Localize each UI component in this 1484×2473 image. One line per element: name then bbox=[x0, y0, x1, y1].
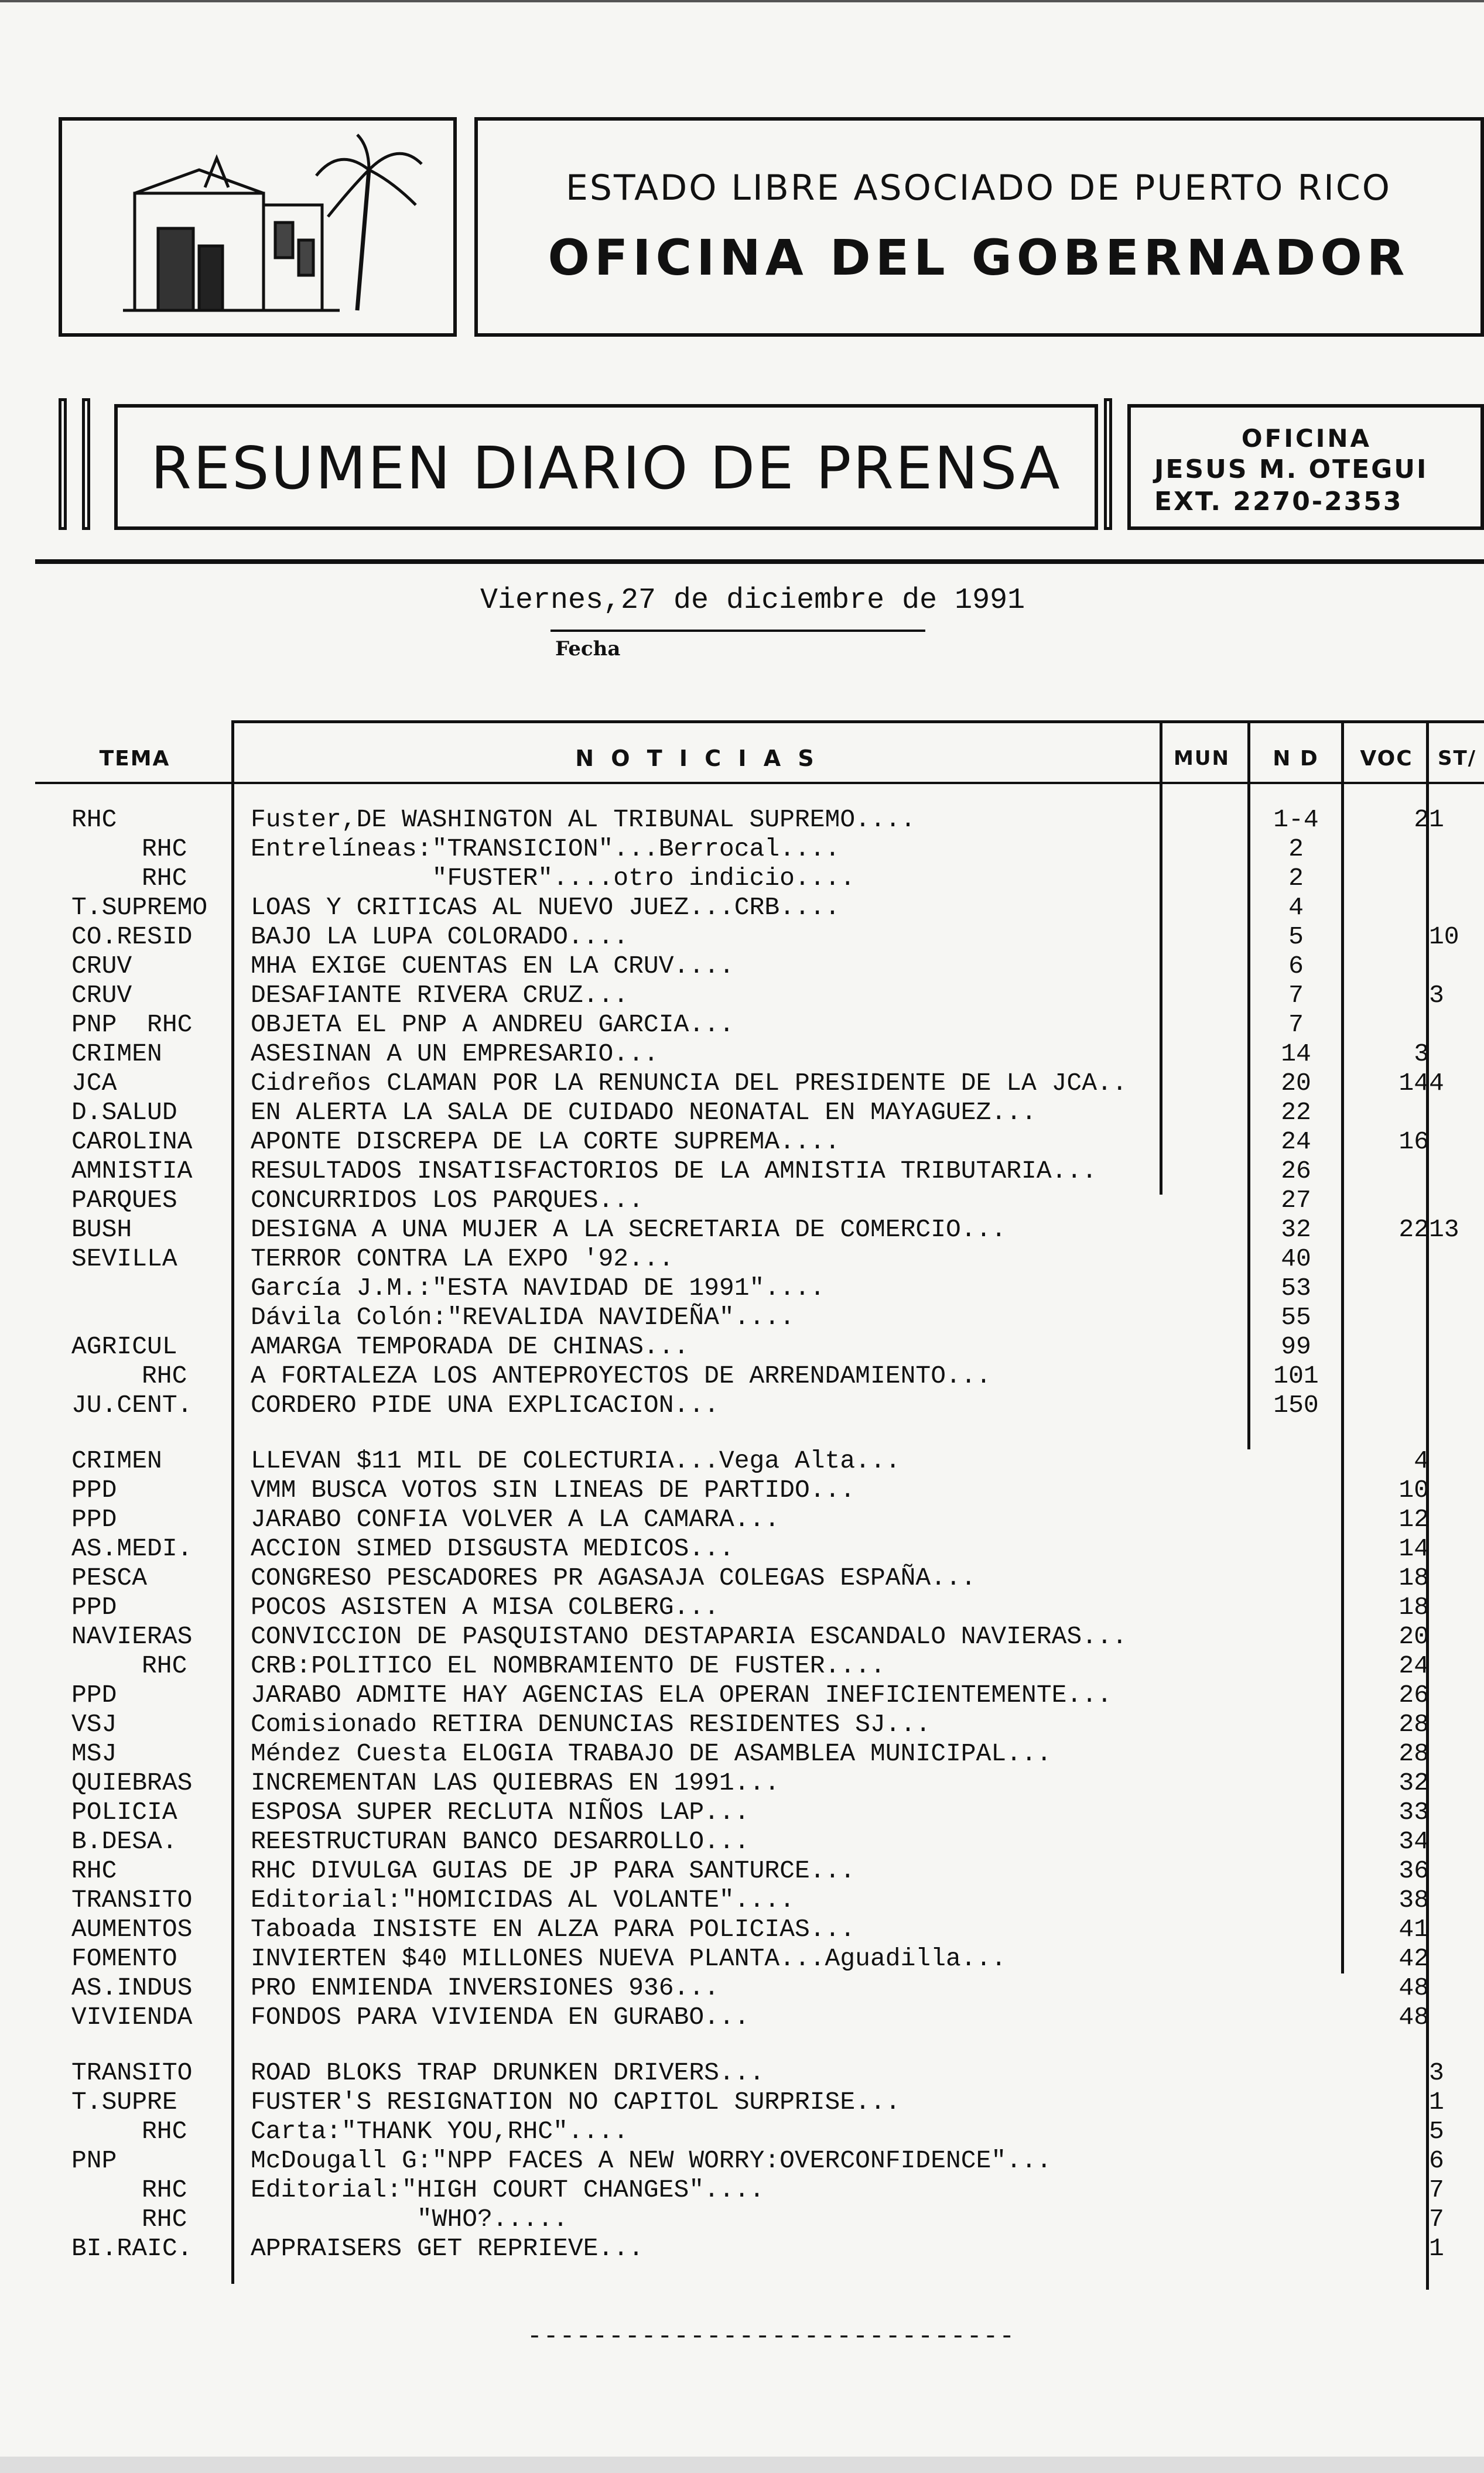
row-tema: RHC bbox=[142, 834, 187, 863]
row-headline: LOAS Y CRITICAS AL NUEVO JUEZ...CRB.... bbox=[251, 893, 840, 922]
col-tema: TEMA bbox=[99, 746, 170, 771]
row-headline: CONCURRIDOS LOS PARQUES... bbox=[251, 1186, 644, 1215]
logo-box bbox=[59, 117, 457, 337]
oficina-title: OFICINA DEL GOBERNADOR bbox=[548, 229, 1410, 286]
row-headline: ACCION SIMED DISGUSTA MEDICOS... bbox=[251, 1534, 734, 1563]
table-row bbox=[0, 1915, 1484, 1944]
row-voc-page: 28 bbox=[1398, 1710, 1429, 1739]
row-headline: MHA EXIGE CUENTAS EN LA CRUV.... bbox=[251, 952, 734, 980]
table-row bbox=[0, 2003, 1484, 2032]
row-st-page: 7 bbox=[1429, 2205, 1444, 2233]
table-row bbox=[0, 1798, 1484, 1827]
palace-logo bbox=[64, 123, 451, 331]
row-tema: QUIEBRAS bbox=[71, 1769, 193, 1797]
row-tema: PPD bbox=[71, 1476, 117, 1504]
row-st-page: 10 bbox=[1429, 922, 1459, 951]
table-row bbox=[0, 864, 1484, 893]
row-st-page: 1 bbox=[1429, 2234, 1444, 2263]
date-underline bbox=[550, 630, 925, 632]
date-text: Viernes,27 de diciembre de 1991 bbox=[480, 584, 1025, 617]
row-headline: ROAD BLOKS TRAP DRUNKEN DRIVERS... bbox=[251, 2058, 765, 2087]
contact-line1: OFICINA bbox=[1241, 424, 1372, 453]
row-headline: CRB:POLITICO EL NOMBRAMIENTO DE FUSTER.... bbox=[251, 1651, 885, 1680]
row-voc-page: 48 bbox=[1398, 1973, 1429, 2002]
row-nd-page: 14 bbox=[1281, 1039, 1311, 1068]
col-voc: VOC bbox=[1360, 746, 1413, 771]
table-row bbox=[0, 1303, 1484, 1332]
table-row bbox=[0, 1274, 1484, 1303]
row-headline: PRO ENMIENDA INVERSIONES 936... bbox=[251, 1973, 719, 2002]
row-nd-page: 6 bbox=[1288, 952, 1304, 980]
row-tema: RHC bbox=[142, 2176, 187, 2204]
row-headline: APPRAISERS GET REPRIEVE... bbox=[251, 2234, 644, 2263]
row-nd-page: 22 bbox=[1281, 1098, 1311, 1127]
row-headline: Cidreños CLAMAN POR LA RENUNCIA DEL PRESIDENTE DE LA JCA.. bbox=[251, 1069, 1127, 1097]
row-voc-page: 4 bbox=[1414, 1446, 1429, 1475]
footer-dashes: ------------------------------ bbox=[527, 2322, 1016, 2351]
row-headline: RHC DIVULGA GUIAS DE JP PARA SANTURCE... bbox=[251, 1856, 856, 1885]
row-voc-page: 32 bbox=[1398, 1769, 1429, 1797]
header-divider bbox=[35, 559, 1484, 564]
row-headline: POCOS ASISTEN A MISA COLBERG... bbox=[251, 1593, 719, 1622]
row-nd-page: 32 bbox=[1281, 1215, 1311, 1244]
row-nd-page: 40 bbox=[1281, 1244, 1311, 1273]
left-bar-2 bbox=[82, 398, 90, 530]
row-nd-page: 150 bbox=[1273, 1391, 1319, 1420]
row-tema: VIVIENDA bbox=[71, 2003, 193, 2031]
row-tema: FOMENTO bbox=[71, 1944, 177, 1973]
row-nd-page: 20 bbox=[1281, 1069, 1311, 1097]
row-st-page: 5 bbox=[1429, 2117, 1444, 2146]
row-voc-page: 14 bbox=[1398, 1534, 1429, 1563]
table-row bbox=[0, 1973, 1484, 2003]
row-headline: RESULTADOS INSATISFACTORIOS DE LA AMNISTIA TRIBUTARIA... bbox=[251, 1157, 1097, 1185]
table-row bbox=[0, 2234, 1484, 2263]
contact-line3: EXT. 2270-2353 bbox=[1154, 487, 1403, 517]
row-tema: VSJ bbox=[71, 1710, 117, 1739]
row-headline: VMM BUSCA VOTOS SIN LINEAS DE PARTIDO... bbox=[251, 1476, 856, 1504]
resumen-title: RESUMEN DIARIO DE PRENSA bbox=[151, 434, 1062, 502]
row-nd-page: 55 bbox=[1281, 1303, 1311, 1332]
row-st-page: 13 bbox=[1429, 1215, 1459, 1244]
row-headline: AMARGA TEMPORADA DE CHINAS... bbox=[251, 1332, 689, 1361]
row-tema: CRIMEN bbox=[71, 1446, 162, 1475]
table-row bbox=[0, 981, 1484, 1010]
row-headline: Dávila Colón:"REVALIDA NAVIDEÑA".... bbox=[251, 1303, 795, 1332]
bottom-edge bbox=[0, 2457, 1484, 2473]
table-row bbox=[0, 1069, 1484, 1098]
table-row bbox=[0, 1332, 1484, 1362]
row-headline: CORDERO PIDE UNA EXPLICACION... bbox=[251, 1391, 719, 1420]
row-headline: LLEVAN $11 MIL DE COLECTURIA...Vega Alta... bbox=[251, 1446, 901, 1475]
row-nd-page: 24 bbox=[1281, 1127, 1311, 1156]
row-nd-page: 7 bbox=[1288, 1010, 1304, 1039]
row-headline: INVIERTEN $40 MILLONES NUEVA PLANTA...Aguadilla... bbox=[251, 1944, 1007, 1973]
row-headline: "FUSTER"....otro indicio.... bbox=[251, 864, 856, 892]
row-tema: POLICIA bbox=[71, 1798, 177, 1826]
row-voc-page: 2 bbox=[1414, 805, 1429, 834]
table-row bbox=[0, 1593, 1484, 1622]
row-tema: MSJ bbox=[71, 1739, 117, 1768]
row-nd-page: 99 bbox=[1281, 1332, 1311, 1361]
table-row bbox=[0, 2058, 1484, 2088]
table-row bbox=[0, 922, 1484, 952]
table-row bbox=[0, 2205, 1484, 2234]
table-row bbox=[0, 1244, 1484, 1274]
row-tema: RHC bbox=[71, 805, 117, 834]
row-voc-page: 34 bbox=[1398, 1827, 1429, 1856]
table-row bbox=[0, 1215, 1484, 1244]
row-tema: BI.RAIC. bbox=[71, 2234, 193, 2263]
row-tema: AS.MEDI. bbox=[71, 1534, 193, 1563]
row-headline: CONVICCION DE PASQUISTANO DESTAPARIA ESCANDALO NAVIERAS... bbox=[251, 1622, 1127, 1651]
table-row bbox=[0, 1769, 1484, 1798]
table-row bbox=[0, 1622, 1484, 1651]
table-row bbox=[0, 1564, 1484, 1593]
table-row bbox=[0, 2088, 1484, 2117]
col-mun: MUN bbox=[1174, 747, 1230, 770]
row-tema: AGRICUL bbox=[71, 1332, 177, 1361]
row-tema: RHC bbox=[142, 2205, 187, 2233]
table-row bbox=[0, 952, 1484, 981]
table-row bbox=[0, 1039, 1484, 1069]
row-headline: EN ALERTA LA SALA DE CUIDADO NEONATAL EN MAYAGUEZ... bbox=[251, 1098, 1037, 1127]
row-tema: T.SUPREMO bbox=[71, 893, 208, 922]
left-bar-1 bbox=[59, 398, 67, 530]
row-headline: Editorial:"HOMICIDAS AL VOLANTE".... bbox=[251, 1886, 795, 1914]
row-headline: JARABO ADMITE HAY AGENCIAS ELA OPERAN INEFICIENTEMENTE... bbox=[251, 1681, 1112, 1709]
table-row bbox=[0, 1505, 1484, 1534]
row-headline: FUSTER'S RESIGNATION NO CAPITOL SURPRISE... bbox=[251, 2088, 901, 2116]
row-headline: FONDOS PARA VIVIENDA EN GURABO... bbox=[251, 2003, 750, 2031]
row-tema: TRANSITO bbox=[71, 2058, 193, 2087]
row-headline: REESTRUCTURAN BANCO DESARROLLO... bbox=[251, 1827, 750, 1856]
row-nd-page: 1-4 bbox=[1273, 805, 1319, 834]
row-headline: BAJO LA LUPA COLORADO.... bbox=[251, 922, 629, 951]
row-voc-page: 16 bbox=[1398, 1127, 1429, 1156]
col-st: ST/ bbox=[1438, 747, 1477, 770]
estado-title: ESTADO LIBRE ASOCIADO DE PUERTO RICO bbox=[566, 167, 1391, 208]
row-tema: RHC bbox=[71, 1856, 117, 1885]
row-voc-page: 18 bbox=[1398, 1593, 1429, 1622]
row-voc-page: 20 bbox=[1398, 1622, 1429, 1651]
row-voc-page: 41 bbox=[1398, 1915, 1429, 1944]
table-row bbox=[0, 1710, 1484, 1739]
top-edge-line bbox=[0, 0, 1484, 2]
row-tema: CRUV bbox=[71, 981, 132, 1010]
row-headline: DESIGNA A UNA MUJER A LA SECRETARIA DE COMERCIO... bbox=[251, 1215, 1007, 1244]
row-tema: PPD bbox=[71, 1505, 117, 1534]
row-voc-page: 48 bbox=[1398, 2003, 1429, 2031]
table-row bbox=[0, 1446, 1484, 1476]
table-row bbox=[0, 2146, 1484, 2176]
row-nd-page: 2 bbox=[1288, 864, 1304, 892]
row-tema: PPD bbox=[71, 1593, 117, 1622]
row-tema: AS.INDUS bbox=[71, 1973, 193, 2002]
row-voc-page: 3 bbox=[1414, 1039, 1429, 1068]
row-voc-page: 28 bbox=[1398, 1739, 1429, 1768]
col-nd: N D bbox=[1273, 746, 1319, 771]
table-row bbox=[0, 1186, 1484, 1215]
row-tema: PESCA bbox=[71, 1564, 148, 1592]
row-voc-page: 33 bbox=[1398, 1798, 1429, 1826]
table-row bbox=[0, 1157, 1484, 1186]
row-nd-page: 53 bbox=[1281, 1274, 1311, 1302]
row-tema: CRUV bbox=[71, 952, 132, 980]
row-tema: CAROLINA bbox=[71, 1127, 193, 1156]
table-row bbox=[0, 1681, 1484, 1710]
table-header-bottom bbox=[35, 782, 1484, 784]
row-headline: Editorial:"HIGH COURT CHANGES".... bbox=[251, 2176, 765, 2204]
row-nd-page: 2 bbox=[1288, 834, 1304, 863]
right-bar-1 bbox=[1104, 398, 1112, 530]
row-headline: Entrelíneas:"TRANSICION"...Berrocal.... bbox=[251, 834, 840, 863]
row-headline: APONTE DISCREPA DE LA CORTE SUPREMA.... bbox=[251, 1127, 840, 1156]
row-headline: ASESINAN A UN EMPRESARIO... bbox=[251, 1039, 659, 1068]
row-tema: TRANSITO bbox=[71, 1886, 193, 1914]
row-tema: PNP RHC bbox=[71, 1010, 193, 1039]
row-headline: Méndez Cuesta ELOGIA TRABAJO DE ASAMBLEA MUNICIPAL... bbox=[251, 1739, 1052, 1768]
row-voc-page: 36 bbox=[1398, 1856, 1429, 1885]
row-tema: PPD bbox=[71, 1681, 117, 1709]
contact-box bbox=[1127, 404, 1484, 530]
contact-line2: JESUS M. OTEGUI bbox=[1154, 454, 1428, 484]
table-row bbox=[0, 2117, 1484, 2146]
row-headline: DESAFIANTE RIVERA CRUZ... bbox=[251, 981, 629, 1010]
table-row bbox=[0, 2176, 1484, 2205]
row-headline: CONGRESO PESCADORES PR AGASAJA COLEGAS ESPAÑA... bbox=[251, 1564, 976, 1592]
row-tema: RHC bbox=[142, 1362, 187, 1390]
table-row bbox=[0, 1856, 1484, 1886]
row-tema: JCA bbox=[71, 1069, 117, 1097]
table-row bbox=[0, 805, 1484, 834]
row-st-page: 1 bbox=[1429, 805, 1444, 834]
row-headline: Comisionado RETIRA DENUNCIAS RESIDENTES SJ... bbox=[251, 1710, 931, 1739]
row-st-page: 4 bbox=[1429, 1069, 1444, 1097]
row-voc-page: 26 bbox=[1398, 1681, 1429, 1709]
row-headline: McDougall G:"NPP FACES A NEW WORRY:OVERCONFIDENCE"... bbox=[251, 2146, 1052, 2175]
row-nd-page: 4 bbox=[1288, 893, 1304, 922]
row-voc-page: 14 bbox=[1398, 1069, 1429, 1097]
row-tema: D.SALUD bbox=[71, 1098, 177, 1127]
row-voc-page: 42 bbox=[1398, 1944, 1429, 1973]
table-row bbox=[0, 834, 1484, 864]
row-voc-page: 38 bbox=[1398, 1886, 1429, 1914]
row-voc-page: 10 bbox=[1398, 1476, 1429, 1504]
row-tema: B.DESA. bbox=[71, 1827, 177, 1856]
table-row bbox=[0, 1534, 1484, 1564]
row-tema: JU.CENT. bbox=[71, 1391, 193, 1420]
row-headline: INCREMENTAN LAS QUIEBRAS EN 1991... bbox=[251, 1769, 780, 1797]
table-row bbox=[0, 1098, 1484, 1127]
table-row bbox=[0, 1827, 1484, 1856]
row-headline: A FORTALEZA LOS ANTEPROYECTOS DE ARRENDAMIENTO... bbox=[251, 1362, 991, 1390]
table-row bbox=[0, 1391, 1484, 1420]
col-noticias: N O T I C I A S bbox=[575, 745, 819, 771]
row-tema: PARQUES bbox=[71, 1186, 177, 1215]
table-row bbox=[0, 893, 1484, 922]
row-st-page: 3 bbox=[1429, 2058, 1444, 2087]
row-headline: OBJETA EL PNP A ANDREU GARCIA... bbox=[251, 1010, 734, 1039]
table-row bbox=[0, 1362, 1484, 1391]
row-tema: AUMENTOS bbox=[71, 1915, 193, 1944]
row-headline: Carta:"THANK YOU,RHC".... bbox=[251, 2117, 629, 2146]
table-row bbox=[0, 1651, 1484, 1681]
row-headline: TERROR CONTRA LA EXPO '92... bbox=[251, 1244, 674, 1273]
row-nd-page: 27 bbox=[1281, 1186, 1311, 1215]
row-tema: PNP bbox=[71, 2146, 117, 2175]
row-voc-page: 12 bbox=[1398, 1505, 1429, 1534]
table-row bbox=[0, 1886, 1484, 1915]
row-headline: García J.M.:"ESTA NAVIDAD DE 1991".... bbox=[251, 1274, 825, 1302]
row-headline: "WHO?..... bbox=[251, 2205, 568, 2233]
resumen-box bbox=[114, 404, 1098, 530]
row-nd-page: 5 bbox=[1288, 922, 1304, 951]
row-st-page: 7 bbox=[1429, 2176, 1444, 2204]
row-voc-page: 24 bbox=[1398, 1651, 1429, 1680]
row-tema: NAVIERAS bbox=[71, 1622, 193, 1651]
row-voc-page: 22 bbox=[1398, 1215, 1429, 1244]
table-row bbox=[0, 1944, 1484, 1973]
title-box bbox=[474, 117, 1484, 337]
date-label: Fecha bbox=[555, 637, 621, 661]
row-tema: T.SUPRE bbox=[71, 2088, 177, 2116]
row-nd-page: 26 bbox=[1281, 1157, 1311, 1185]
row-nd-page: 101 bbox=[1273, 1362, 1319, 1390]
row-tema: CO.RESID bbox=[71, 922, 193, 951]
row-headline: Taboada INSISTE EN ALZA PARA POLICIAS... bbox=[251, 1915, 856, 1944]
row-st-page: 3 bbox=[1429, 981, 1444, 1010]
row-voc-page: 18 bbox=[1398, 1564, 1429, 1592]
table-row bbox=[0, 1476, 1484, 1505]
row-tema: CRIMEN bbox=[71, 1039, 162, 1068]
row-tema: RHC bbox=[142, 2117, 187, 2146]
row-st-page: 1 bbox=[1429, 2088, 1444, 2116]
row-nd-page: 7 bbox=[1288, 981, 1304, 1010]
row-st-page: 6 bbox=[1429, 2146, 1444, 2175]
table-row bbox=[0, 1127, 1484, 1157]
table-top-line bbox=[231, 720, 1484, 723]
row-tema: BUSH bbox=[71, 1215, 132, 1244]
row-tema: RHC bbox=[142, 864, 187, 892]
row-headline: ESPOSA SUPER RECLUTA NIÑOS LAP... bbox=[251, 1798, 750, 1826]
row-headline: Fuster,DE WASHINGTON AL TRIBUNAL SUPREMO.... bbox=[251, 805, 916, 834]
row-tema: SEVILLA bbox=[71, 1244, 177, 1273]
row-tema: AMNISTIA bbox=[71, 1157, 193, 1185]
table-row bbox=[0, 1739, 1484, 1769]
row-headline: JARABO CONFIA VOLVER A LA CAMARA... bbox=[251, 1505, 780, 1534]
table-row bbox=[0, 1010, 1484, 1039]
row-tema: RHC bbox=[142, 1651, 187, 1680]
